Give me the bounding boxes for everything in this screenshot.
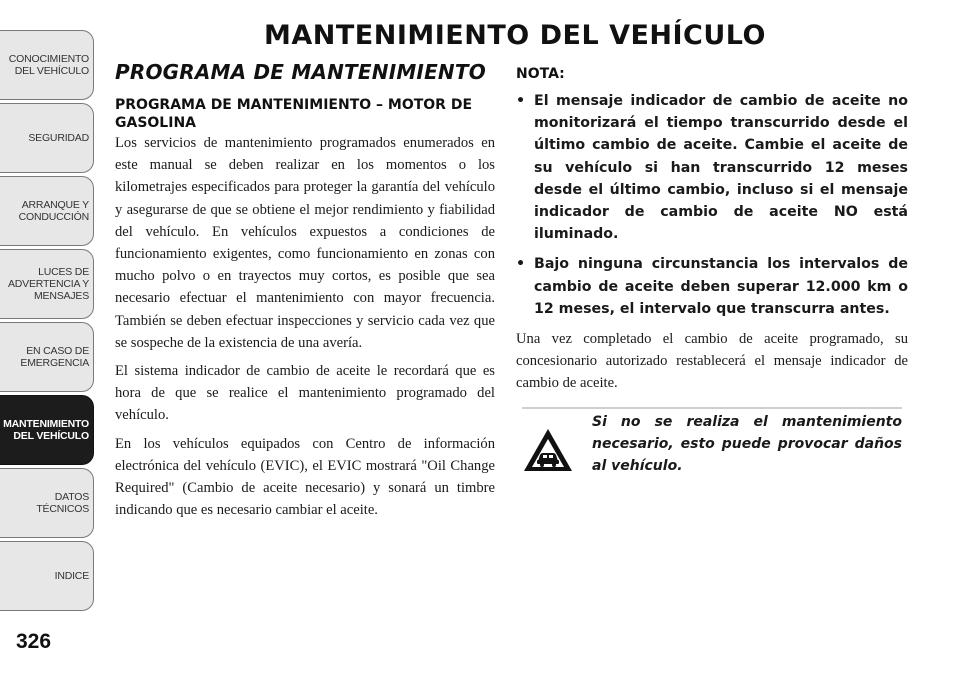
page-title: MANTENIMIENTO DEL VEHÍCULO (264, 20, 766, 51)
paragraph-maintenance-intro: Los servicios de mantenimiento programados enumerados en este manual se deben realizar en los momentos o los kilometrajes especificados para proteger la garantía del vehículo y asegurarse de que se obtiene el mejor rendimiento y fiabilidad del vehículo. En vehículos expuestos a condiciones de funcionamiento exigentes, como funcionamiento en zonas con mucho polvo o en trayectos muy cortos, es posible que sea necesario efectuar el mantenimiento con mayor frecuencia. También se deben efectuar inspecciones y servicio cada vez que se sospeche de la existencia de una avería. (115, 135, 495, 351)
list-item (516, 253, 908, 320)
tab-arranque-y-conduccion[interactable]: ARRANQUE Y CONDUCCIÓN (0, 176, 94, 246)
warning-box (522, 407, 902, 478)
subsection-title: PROGRAMA DE MANTENIMIENTO – MOTOR DE GASOLINA (115, 97, 473, 131)
list-item (516, 90, 908, 245)
note-label: NOTA: (516, 66, 565, 82)
left-column (115, 60, 495, 527)
note-text: Bajo ninguna circunstancia los intervalos de cambio de aceite deben superar 12.000 km o 12 meses, el intervalo que transcurra antes. (534, 256, 908, 317)
tab-mantenimiento-del-vehiculo[interactable]: MANTENIMIENTO DEL VEHÍCULO (0, 395, 94, 465)
warning-car-triangle-icon (522, 409, 592, 478)
bullet: • (516, 256, 526, 273)
section-title: PROGRAMA DE MANTENIMIENTO (115, 60, 486, 84)
bullet: • (516, 93, 526, 109)
tab-datos-tecnicos[interactable]: DATOS TÉCNICOS (0, 468, 94, 538)
tab-indice[interactable]: INDICE (0, 541, 94, 611)
paragraph-evic: En los vehículos equipados con Centro de información electrónica del vehículo (EVIC), el EVIC mostrará "Oil Change Required" (Cambio de aceite necesario) y sonará un timbre indicando que es necesario cambiar el aceite. (115, 435, 495, 519)
right-column (516, 60, 908, 478)
tab-conocimiento-del-vehiculo[interactable]: CONOCIMIENTO DEL VEHÍCULO (0, 30, 94, 100)
page-number: 326 (16, 630, 52, 653)
tab-en-caso-de-emergencia[interactable]: EN CASO DE EMERGENCIA (0, 322, 94, 392)
chapter-tabs (0, 0, 100, 678)
paragraph-oil-indicator: El sistema indicador de cambio de aceite le recordará que es hora de que se realice el mantenimiento programado del vehículo. (115, 363, 495, 424)
note-text: El mensaje indicador de cambio de aceite no monitorizará el tiempo transcurrido desde el último cambio de aceite. Cambie el aceite de su vehículo si han transcurrido 12 meses desde el último cambio, incluso si el mensaje indicador de cambio de aceite NO está iluminado. (534, 93, 908, 243)
paragraph-reset-indicator: Una vez completado el cambio de aceite programado, su concesionario autorizado restablecerá el mensaje indicador de cambio de aceite. (516, 331, 908, 392)
tab-seguridad[interactable]: SEGURIDAD (0, 103, 94, 173)
warning-text: Si no se realiza el mantenimiento necesario, esto puede provocar daños al vehículo. (592, 413, 902, 474)
tab-luces-de-advertencia[interactable]: LUCES DE ADVERTENCIA Y MENSAJES (0, 249, 94, 319)
note-list (516, 90, 908, 320)
